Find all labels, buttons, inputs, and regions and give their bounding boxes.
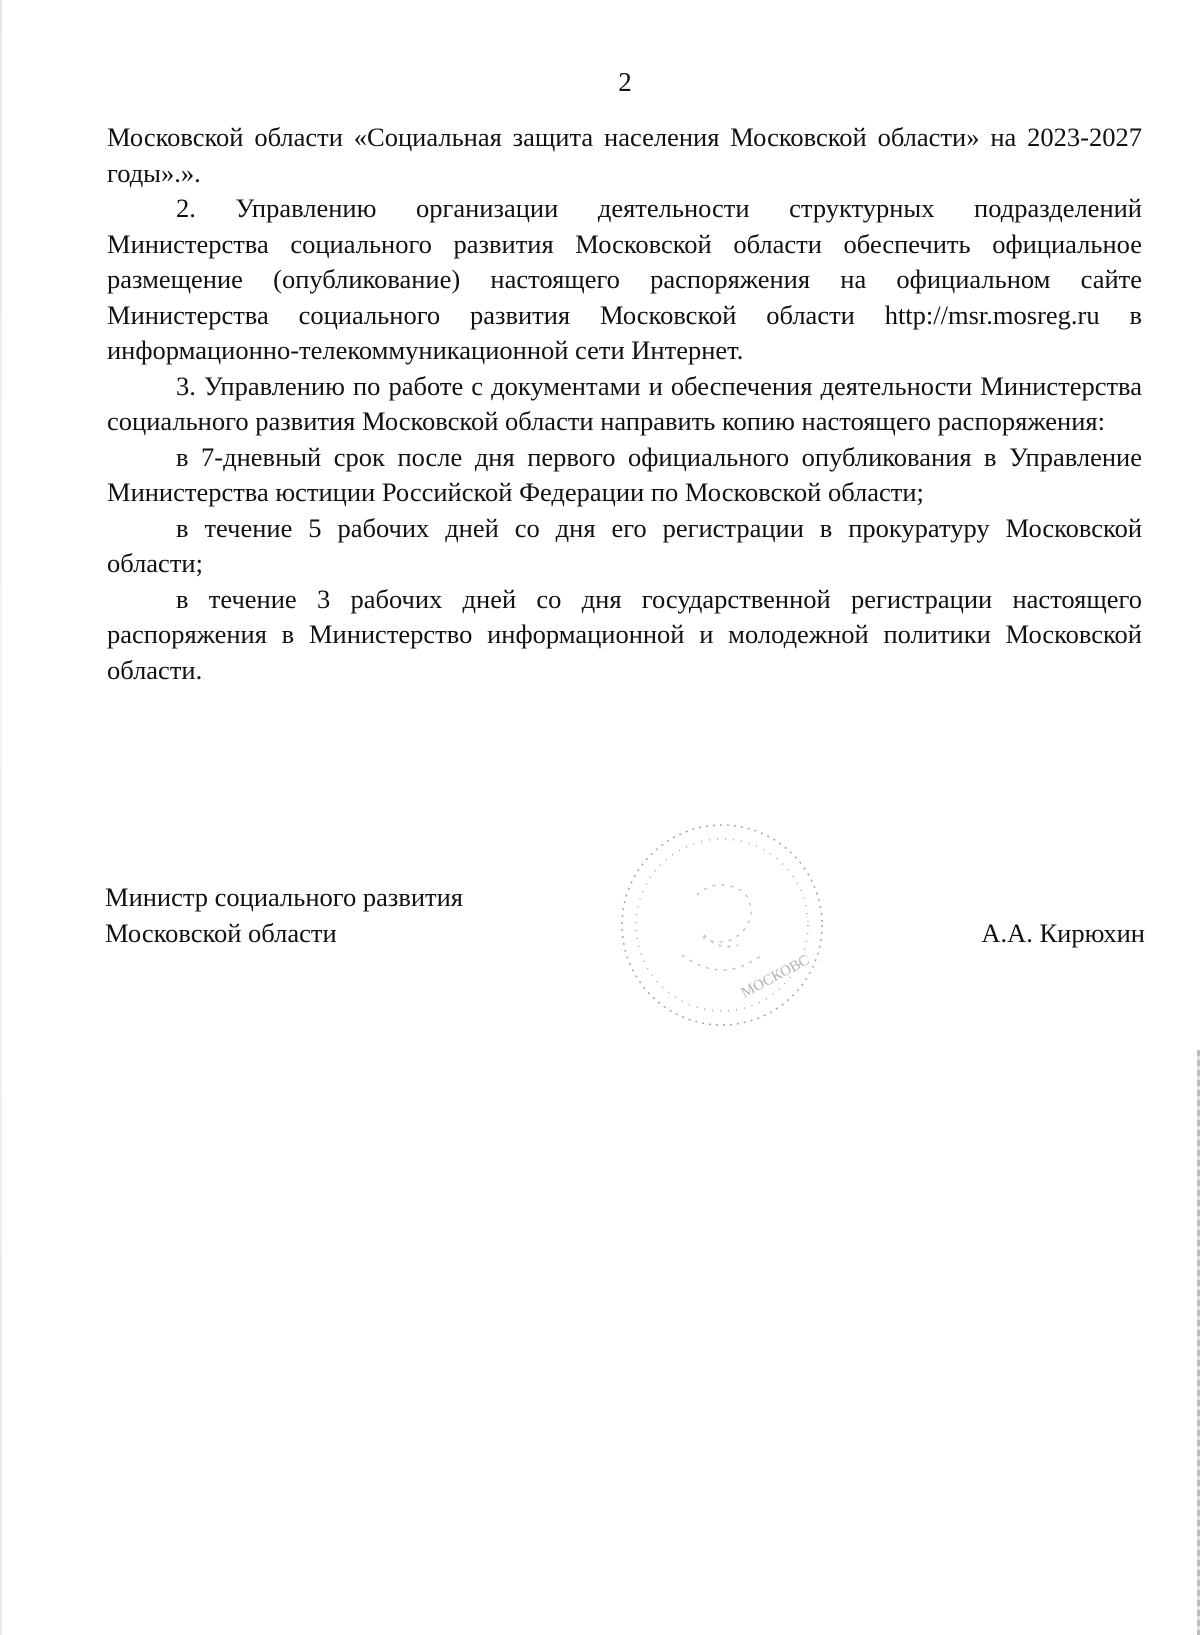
signature-block xyxy=(105,880,1145,1020)
document-body xyxy=(107,120,1142,688)
scan-edge-left xyxy=(0,0,2,1635)
signatory-name: А.А. Кирюхин xyxy=(981,918,1145,948)
paragraph-subitem-information-ministry: в течение 3 рабочих дней со дня государственной регистрации настоящего распоряжения в Министерство информационной и молодежной политики Московской области. xyxy=(107,583,1142,685)
paragraph-item-3: 3. Управлению по работе с документами и обеспечения деятельности Министерства социального развития Московской области направить копию настоящего распоряжения: xyxy=(107,370,1142,436)
signatory-position xyxy=(105,880,463,951)
seal-text: МОСКОВС xyxy=(738,952,813,1002)
paragraph-subitem-prosecutor: в течение 5 рабочих дней со дня его регистрации в прокуратуру Московской области; xyxy=(107,512,1142,578)
paragraph-subitem-justice: в 7-дневный срок после дня первого официального опубликования в Управление Министерства юстиции Российской Федерации по Московской области; xyxy=(107,441,1142,507)
page-number: 2 xyxy=(618,67,632,97)
paragraph-continuation: Московской области «Социальная защита населения Московской области» на 2023-2027 годы».». xyxy=(107,122,1142,188)
paragraph-item-2: 2. Управлению организации деятельности структурных подразделений Министерства социального развития Московской области обеспечить официальное размещение (опубликование) настоящего распоряжения на официальном сайте Министерства социального развития Московской области http://msr.mosreg.ru в информационно-телекоммуникационной сети Интернет. xyxy=(107,193,1142,365)
signatory-position-line2: Московской области xyxy=(105,917,337,948)
signatory-position-line1: Министр социального развития xyxy=(105,882,463,912)
